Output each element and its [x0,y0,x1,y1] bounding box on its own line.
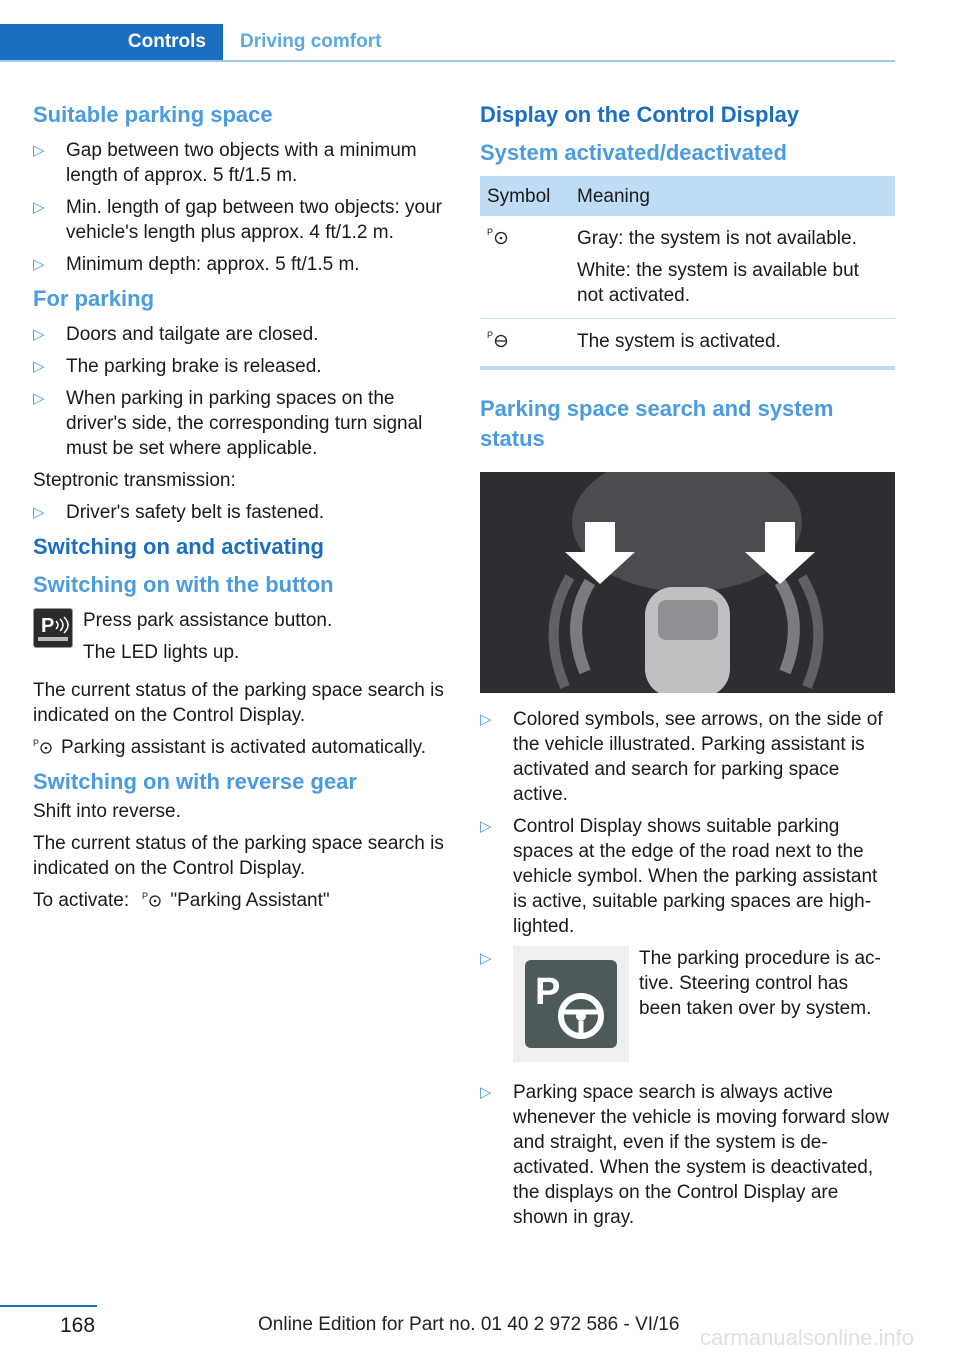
list-item: ▷ Gap between two objects with a minimum length of approx. 5 ft/1.5 m. [33,140,417,186]
right-column [480,100,895,1237]
list-item: ▷ When parking in parking spaces on the driver's side, the corresponding turn signal must be set where applicable. [33,388,423,459]
bullet-triangle-icon: ▷ [33,326,45,343]
reverse-line3: To activate: P "Parking Assistant" [33,890,330,911]
reverse-line2: The current status of the parking space search is indicated on the Control Display. [33,833,444,879]
symbol-table [480,176,895,370]
bullet-triangle-icon: ▷ [33,358,45,375]
table-header-symbol: Symbol [480,176,570,216]
bullet-triangle-icon: ▷ [480,818,492,835]
list-item: ▷ Control Display shows suitable parking spaces at the edge of the road next to the vehicle symbol. When the parking assistant is active, suitable parking spaces are highlighted. [480,816,878,937]
bullet-triangle-icon: ▷ [33,390,45,407]
section-title-control-display: Display on the Control Display [480,102,800,127]
svg-text:P: P [535,971,561,1013]
list-item: ▷ Minimum depth: approx. 5 ft/1.5 m. [33,254,360,275]
svg-text:P: P [41,615,55,637]
section-title-switching-on: Switching on and activating [33,534,324,559]
svg-text:P: P [142,891,149,901]
list-item: ▷ P The parking procedure is active. Steering control has been taken over by system. [480,946,895,1062]
svg-text:P: P [487,330,494,340]
parking-assistant-active-icon [487,330,509,354]
bullet-triangle-icon: ▷ [33,256,45,273]
bullet-triangle-icon: ▷ [33,504,45,521]
svg-text:P: P [487,227,494,237]
page-number: 168 [60,1314,96,1337]
parking-assistant-icon [33,737,53,755]
left-column [33,100,448,920]
table-cell-gray: Gray: the system is not available. [577,228,857,249]
bullet-triangle-icon: ▷ [33,199,45,216]
bullet-triangle-icon: ▷ [480,950,492,967]
footer-edition-note: Online Edition for Part no. 01 40 2 972 586 - VI/16 [258,1314,680,1335]
footer-rule [0,1305,97,1307]
parking-assistant-icon [142,890,162,908]
section-title-suitable-space: Suitable parking space [33,102,273,127]
auto-activation-text: P Parking assistant is activated automatically. [33,737,427,758]
table-cell-white: White: the system is available but not activated. [577,260,859,306]
table-header-meaning: Meaning [570,176,895,216]
table-row [480,216,895,319]
table-header-row [480,176,895,216]
list-item: ▷ Min. length of gap between two objects: your vehicle's length plus approx. 4 ft/1.2 m. [33,197,443,243]
section-title-search-status: Parking space search and system status [480,396,834,451]
list-item: ▷ Parking space search is always active whenever the vehicle is moving forward slow and straight, even if the system is deactivated. When the system is deactivated, the displays on the Control Display are shown in gray. [480,1082,889,1228]
list-item: ▷ Driver's safety belt is fastened. [33,502,325,523]
table-row [480,319,895,369]
svg-text:P: P [33,738,40,748]
button-instruction-line1: Press park assistance button. [83,610,333,631]
status-text: The current status of the parking space search is indicated on the Control Display. [33,680,444,726]
steering-control-icon [513,946,629,1062]
page-header [0,24,895,62]
section-title-for-parking: For parking [33,286,155,311]
steptronic-label: Steptronic transmission: [33,470,236,491]
list-item: ▷ Colored symbols, see arrows, on the side of the vehicle illustrated. Parking assistant is activated and search for parking space active. [480,709,883,805]
list-item: ▷ The parking brake is released. [33,356,322,377]
header-tab-driving-comfort: Driving comfort [240,31,382,52]
parking-assistant-icon [487,227,509,251]
button-instruction-line2: The LED lights up. [83,642,240,663]
section-title-reverse-gear: Switching on with reverse gear [33,769,357,794]
bullet-triangle-icon: ▷ [480,1084,492,1101]
list-item: ▷ Doors and tailgate are closed. [33,324,319,345]
header-rule [0,60,895,62]
table-cell-activated: The system is activated. [570,319,895,369]
bullet-triangle-icon: ▷ [33,142,45,159]
bullet-triangle-icon: ▷ [480,711,492,728]
subsection-title-activated: System activated/deactivated [480,140,787,165]
subsection-title-button: Switching on with the button [33,572,334,597]
parking-display-illustration [480,472,895,693]
header-tab-controls: Controls [0,24,223,60]
park-assist-button-icon [33,608,73,648]
reverse-line1: Shift into reverse. [33,801,181,822]
watermark: carmanualsonline.info [700,1325,915,1350]
button-instruction [33,608,448,668]
